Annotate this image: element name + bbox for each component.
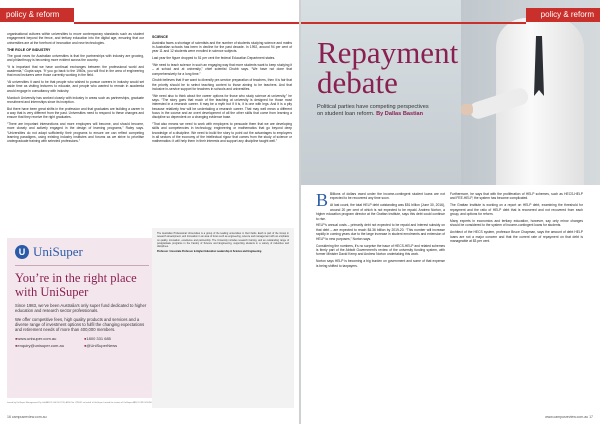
paragraph: “We need also to think about the career options for those who study science at university,” he says. “The story goes that much of the teaching at university is designed for those most interested in a research career. It may be a myth but if it is, it is one with legs. And it is a pity because relatively few will be undertaking a research career. That may well mean a different focus in the course and an overt development of all the other skills that come from learning a discipline so dependent on a changing evidence base. (152, 93, 292, 120)
paragraph: At last count, the total HELP debt outstanding was $51 billion (June 30, 2016), around 20 per cent of which is not expected to be repaid. Andrew Norton, a higher education program director at the Grattan Institute, says this debt could continue to rise. (316, 203, 445, 221)
right-page (301, 0, 600, 424)
paragraph: organisational cultures within universities to move contemporary standards such as student engagement beyond the fence, and tertiary education into the digital age, ensuring that our universities are at the forefront of innovation and new technologies. (7, 32, 144, 45)
drop-cap: B (316, 190, 329, 210)
article-column-2 (152, 32, 292, 146)
paragraph: HELP’s annual costs – primarily debt not expected to be repaid and interest subsidy on that debt – are expected to reach $4.36 billion by 2019-20. “This number will increase rapidly in coming years due to the large increase in student enrolments and extension of HELP to new purposes,” Norton says. (316, 223, 445, 241)
paragraph: Last year the figure dropped to 51 per cent the federal Education Department states. (152, 56, 276, 61)
profile-text: The Australian Professional Universities is a group of the leading universities in their fields. Each is part of the Group in research development, and innovation in an area of focus such as engineering, science and management with an emphasis on quality, innovation, excellence and partnership. The University includes research training, and an outstanding range of postgraduate programs in the Faculty of Science and Engineering, supporting students in a variety of industries and disciplines. (157, 232, 289, 249)
ad-body: We offer competitive fees, high quality products and services and a diverse range of investment options to fulfil the changing expectations and retirement needs of more than 400,000 members. (15, 316, 145, 333)
title-line: Repayment (317, 35, 459, 70)
paragraph: “It is important that we have continual exchanges between the professional world and academia,” Gupta says. “If you go back to the 1960s, you will find in the area of engineering that most lecturers were those currently working in the field. (7, 64, 144, 78)
header-rule (301, 22, 526, 24)
paragraph-text: Billions of dollars owed under the income-contingent student loans are not expected to be recovered any time soon. (330, 192, 445, 201)
publication-name: www.campusreview.com.au (545, 415, 589, 419)
unisuper-advertisement[interactable] (7, 238, 157, 398)
unisuper-logo-text: UniSuper (33, 244, 83, 259)
article-column-1 (316, 192, 445, 271)
paragraph: Many experts in economics and tertiary education, however, say only minor changes should be considered to the system of income-contingent loans for students. (450, 219, 583, 228)
paragraph: “There are important intersections and more employers will become, and should become, more closely and actively engaged in the design of learning programs,” Raley says. “Universities do not adapt sufficiently their programs to ensure we can reflect competing learning paradigms, using existing industry institutes and forums as we strive to prioritise undergraduate training with selected professions.” (7, 122, 144, 144)
ad-fine-print: Issued by UniSuper Management Pty Ltd ABN 91 006 961 799, AFSL No. 235907 on behalf of UniSuper Limited the trustee of UniSuper ABN 91 385 943 850. (7, 402, 153, 404)
publication-name: campusreview.com.au (11, 415, 47, 419)
byline: By Dallas Bastian (376, 111, 424, 117)
ad-body: Since 1983, we’ve been Australia’s only super fund dedicated to higher education and research sector professionals. (15, 303, 147, 314)
paragraph: But there have been great shifts in the profession and that graduates are building a career in a way that is very different from the past. Universities need to respond to these changes and ensure that they receive the right graduates. (7, 106, 144, 120)
paragraph: Considering the numbers, it’s no surprise the issue of HECS-HELP and related schemes is firmly part of the Abbott Government’s review of the university funding system, with former Minister David Kemp and Andrew Norton undertaking this work. (316, 243, 445, 257)
unisuper-logo-icon: U (15, 245, 29, 259)
ad-phone-link[interactable]: ● 1800 331 685 (84, 336, 149, 341)
header-rule (74, 22, 299, 24)
paragraph: “We need to teach science in such an engaging way that more students want to keep studying it – at school and at university,” chief scientist Chubb says. “We have not done that comprehensively for a long time.” (152, 62, 292, 76)
standfirst (317, 104, 435, 118)
paragraph: Architect of the HECS system, professor Bruce Chapman, says the amount of debt HELP loans are not a major concern and that the current rate of repayment on that debt is manageable at 83 per cent. (450, 230, 583, 244)
ad-email-link[interactable]: ● enquiry@unisuper.com.au (15, 343, 80, 348)
subheading: SCIENCE (152, 35, 168, 39)
page-folio (545, 415, 593, 419)
paragraph: “At universities it used to be that people who wished to pursue careers in industry would set aside time as visiting lecturers to educate, and people who wanted to remain in academia would engage in consultancy with industry. (7, 80, 144, 93)
paragraph (316, 190, 445, 210)
article-column-1 (7, 32, 144, 146)
ad-social-link[interactable]: ● @UniSuperNews (84, 343, 149, 348)
profile-caption: Professor / Associate Professor & Higher Education Leadership in Science and Engineering (157, 250, 262, 254)
section-label: policy & reform (526, 8, 600, 22)
paragraph: Furthermore, he says that with the proliferation of HELP schemes, such as HECS-HELP and FEE-HELP, the system has become complicated. (450, 192, 583, 201)
standfirst-text: Political parties have competing perspectives on student loan reform. (317, 104, 429, 117)
paragraph: The good news for Australian universities is that the partnerships with industry are growing, and philanthropy is becoming more evident across the country. (7, 53, 144, 62)
ad-headline: You’re in the right place with UniSuper (15, 271, 137, 299)
paragraph: The Grattan Institute is working on a report on HELP debt, examining the threshold for repayment and the ratio of HELP debt that is recovered and not recovered from each group, and options for reform. (450, 203, 583, 217)
page-number: 17 (589, 415, 593, 419)
page-folio (7, 415, 47, 419)
paragraph: Australia faces a shortage of scientists and the number of students studying science and maths in Australian schools has been in decline for the past decade. In 1992, around 94 per cent of year 11 and 12 students were enrolled in science subjects. (152, 40, 292, 54)
paragraph: “That also means we need to work with employers to persuade them that we are developing skills and competencies in technology, engineering or mathematics that go beyond deep knowledge of a discipline. We need to build the story to point out the advantages to employers in all sectors of the economy of the intellectual rigour that comes from the study of science or mathematics: it will help them in their interests and support any discipline taught well.” (152, 122, 292, 144)
article-column-2 (450, 192, 583, 246)
left-page (0, 0, 299, 424)
unisuper-logo (15, 244, 149, 266)
paragraph: Murdoch University has worked closely with industry in areas such as partnerships, graduate recruitment and internships since its inception. (7, 95, 144, 104)
ad-contacts (15, 336, 149, 348)
photo-hand (461, 104, 473, 115)
paragraph: Chubb believes that if we want to diversify pre-service preparation of teachers, then it is fair that the priority should be to select teaching content to those aiming to be teachers. And that inclusive in-service support for teachers in schools and universities. (152, 78, 292, 91)
university-profile-box (152, 228, 294, 408)
section-label: policy & reform (0, 8, 74, 22)
article-title (317, 35, 459, 100)
subheading: THE ROLE OF INDUSTRY (7, 47, 51, 52)
title-line: debate (317, 65, 398, 100)
ad-website-link[interactable]: ● www.unisuper.com.au (15, 336, 80, 341)
page-number: 16 (7, 415, 11, 419)
paragraph: Norton says HELP is becoming a big burden on government and some of that expense is being shifted to taxpayers. (316, 259, 445, 268)
